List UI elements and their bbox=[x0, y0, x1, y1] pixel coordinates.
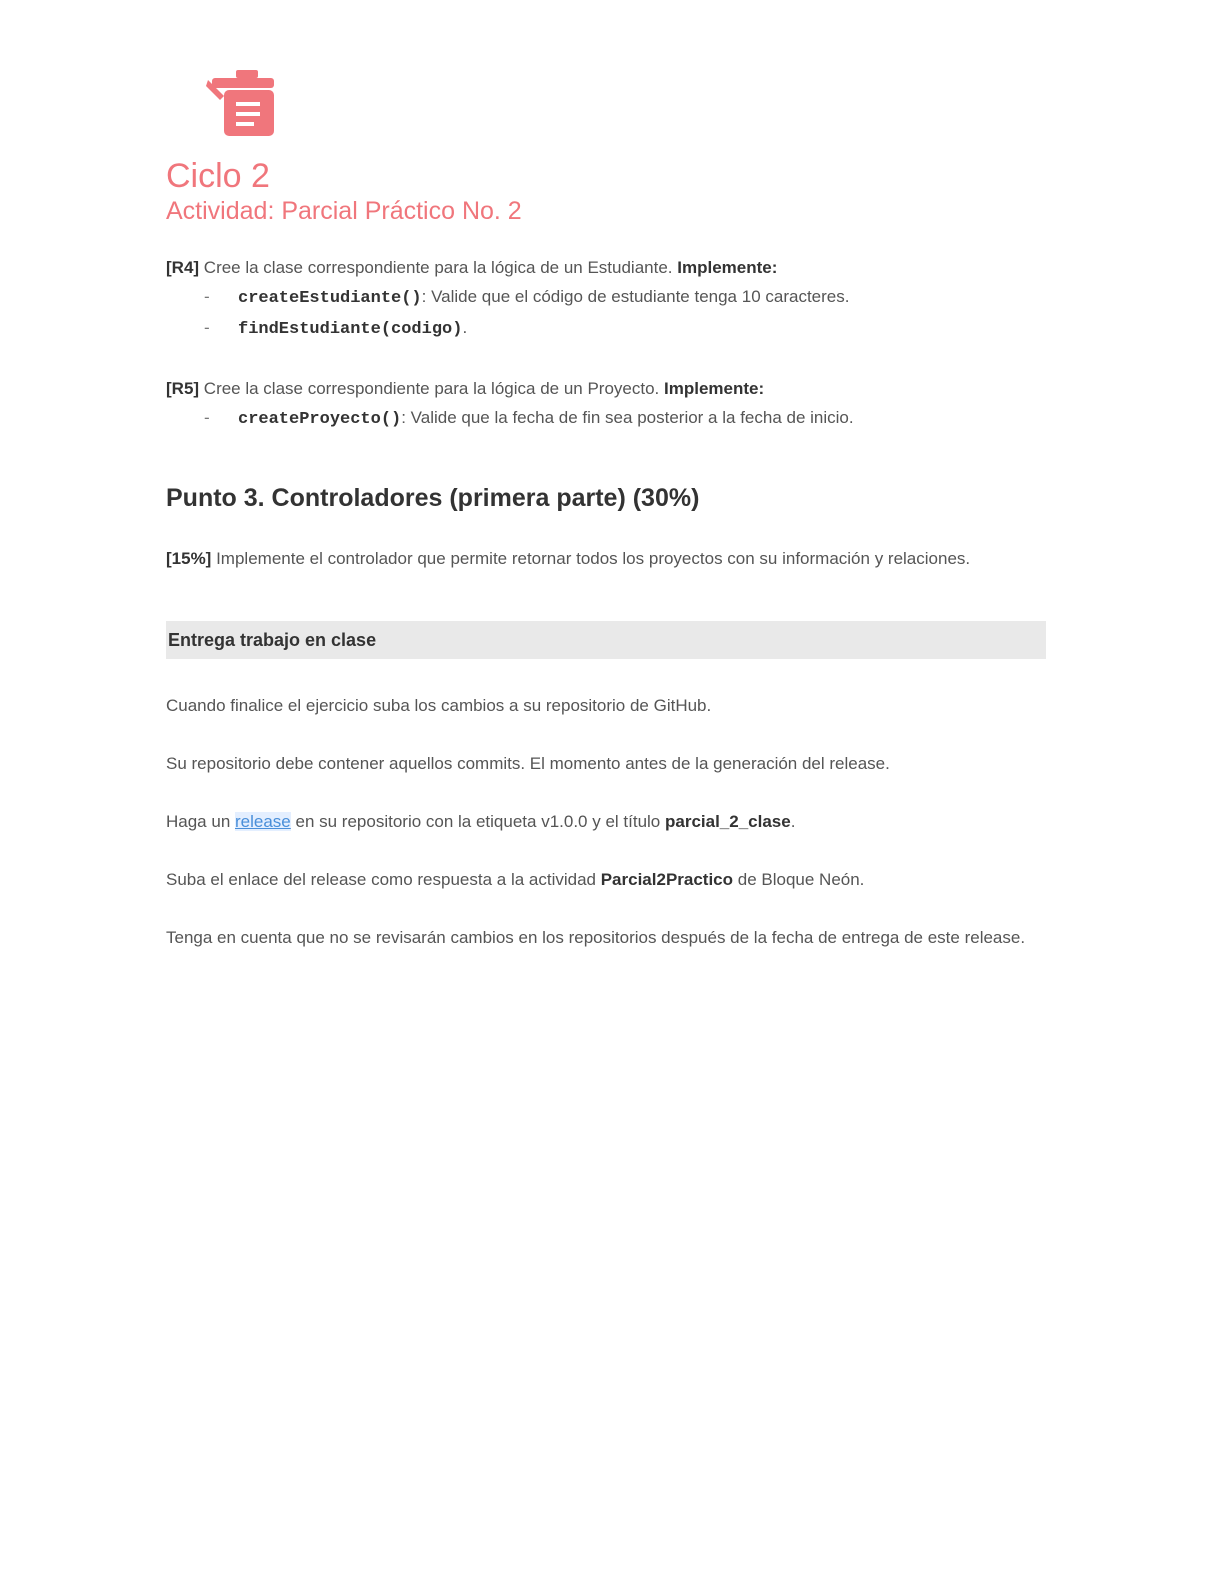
delivery-paragraph-1: Cuando finalice el ejercicio suba los cambios a su repositorio de GitHub. bbox=[166, 696, 712, 715]
point3-label: [15%] bbox=[166, 549, 212, 568]
text-segment: de Bloque Neón. bbox=[733, 870, 865, 889]
delivery-paragraph-3 bbox=[166, 807, 1046, 836]
document-page bbox=[166, 66, 1046, 981]
point3-text: Implemente el controlador que permite retornar todos los proyectos con su información y relaciones. bbox=[211, 549, 971, 568]
requirement-r5-list bbox=[166, 403, 1046, 434]
requirement-r4-implement: Implemente: bbox=[677, 258, 778, 277]
delivery-paragraph-4 bbox=[166, 865, 1046, 894]
requirement-r4 bbox=[166, 253, 1046, 282]
text-segment: Haga un bbox=[166, 812, 235, 831]
method-description: : Valide que la fecha de fin sea posterior a la fecha de inicio. bbox=[401, 408, 854, 427]
release-link[interactable]: release bbox=[235, 812, 291, 831]
logo-icon bbox=[206, 66, 282, 144]
method-name: createProyecto() bbox=[238, 410, 402, 429]
activity-name: Parcial2Practico bbox=[600, 870, 734, 889]
requirement-r5-label: [R5] bbox=[166, 379, 200, 398]
cycle-title: Ciclo 2 bbox=[166, 157, 270, 195]
requirement-r4-label: [R4] bbox=[166, 258, 200, 277]
method-description: . bbox=[462, 318, 468, 337]
delivery-paragraph-2: Su repositorio debe contener aquellos commits. El momento antes de la generación del release. bbox=[166, 754, 890, 773]
delivery-banner bbox=[166, 621, 1046, 659]
point3-description bbox=[166, 544, 1046, 573]
activity-title: Actividad: Parcial Práctico No. 2 bbox=[166, 197, 522, 225]
delivery-banner-title: Entrega trabajo en clase bbox=[168, 629, 377, 650]
text-segment: en su repositorio con la etiqueta v1.0.0 y el título bbox=[290, 812, 665, 831]
requirement-r5-text: Cree la clase correspondiente para la lógica de un Proyecto. bbox=[199, 379, 664, 398]
release-title: parcial_2_clase bbox=[665, 812, 791, 831]
method-description: : Valide que el código de estudiante tenga 10 caracteres. bbox=[421, 287, 850, 306]
requirement-r5-implement: Implemente: bbox=[664, 379, 765, 398]
method-name: findEstudiante(codigo) bbox=[238, 320, 463, 339]
method-name: createEstudiante() bbox=[238, 289, 422, 308]
list-item bbox=[204, 282, 1046, 313]
text-segment: . bbox=[790, 812, 796, 831]
requirement-r4-text: Cree la clase correspondiente para la lógica de un Estudiante. bbox=[199, 258, 678, 277]
requirement-r4-list bbox=[166, 282, 1046, 344]
list-item bbox=[204, 313, 1046, 344]
text-segment: Suba el enlace del release como respuesta a la actividad bbox=[166, 870, 601, 889]
delivery-paragraph-5: Tenga en cuenta que no se revisarán cambios en los repositorios después de la fecha de entrega de este release. bbox=[166, 928, 1026, 947]
section-title: Punto 3. Controladores (primera parte) (30%) bbox=[166, 484, 700, 512]
list-item bbox=[204, 403, 1046, 434]
requirement-r5 bbox=[166, 374, 1046, 403]
